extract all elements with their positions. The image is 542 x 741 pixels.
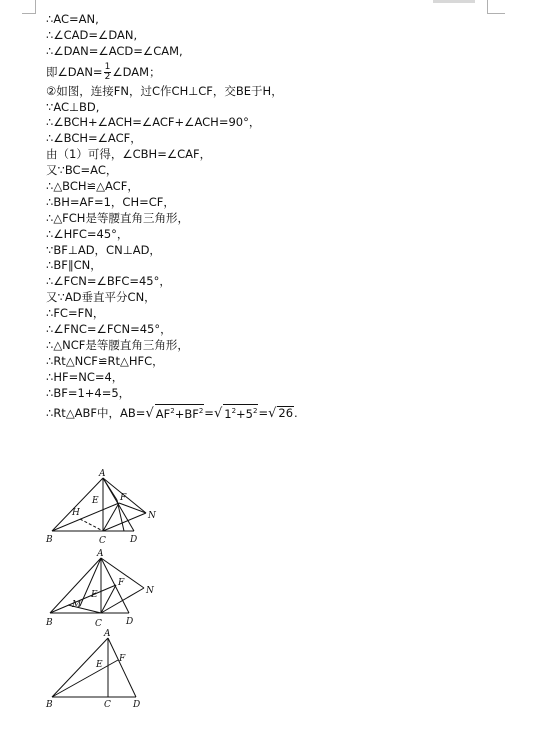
text-line: ∴∠FCN=∠BFC=45°， — [46, 274, 171, 289]
label-a: A — [97, 549, 104, 559]
figure-1 — [52, 478, 146, 531]
fraction-prefix: 即∠DAN= — [46, 64, 103, 79]
radicand-one: 1 — [224, 406, 232, 421]
radicand-bf: +BF — [174, 406, 199, 421]
sqrt-symbol: √ — [268, 406, 277, 422]
square-exponent: 2 — [170, 406, 175, 415]
sqrt-symbol: √ — [145, 406, 154, 422]
label-f: F — [119, 654, 126, 664]
label-b: B — [46, 618, 53, 628]
label-e: E — [92, 496, 99, 506]
label-n: N — [148, 511, 156, 521]
fraction-numerator: 1 — [104, 61, 111, 72]
text-line: ∴△FCH是等腰直角三角形， — [46, 210, 189, 225]
label-c: C — [95, 619, 102, 629]
equals: = — [258, 406, 269, 421]
label-a: A — [104, 629, 111, 639]
text-line: ∴FC=FN， — [46, 306, 105, 321]
radicand-five: +5 — [236, 406, 253, 421]
radicand-af: AF — [155, 406, 171, 421]
label-e: E — [96, 660, 103, 670]
segment-ch-dashed — [80, 519, 103, 531]
segment-bf — [52, 503, 119, 531]
text-line: ∴AC=AN, — [46, 12, 99, 26]
period: . — [294, 406, 298, 421]
label-a: A — [99, 469, 106, 479]
label-e: E — [91, 590, 98, 600]
text-line: ∴BF=1+4=5， — [46, 385, 131, 400]
text-line: ②如图，连接FN，过C作CH⊥CF，交BE于H， — [46, 83, 283, 98]
label-c: C — [99, 536, 106, 546]
text-line: ∴BH=AF=1，CH=CF， — [46, 194, 175, 209]
sqrt-symbol: √ — [213, 406, 223, 422]
text-line: ∴∠BCH=∠ACF， — [46, 131, 142, 146]
text-line: ∴∠CAD=∠DAN, — [46, 27, 138, 42]
text-line: ∵AC⊥BD, — [46, 99, 100, 114]
label-f: F — [120, 493, 127, 503]
text-line: ∴∠BCH+∠ACH=∠ACF+∠ACH=90°， — [46, 115, 261, 130]
text-line: ∴∠FNC=∠FCN=45°， — [46, 322, 172, 337]
square-exponent: 2 — [252, 406, 258, 415]
label-m: M — [72, 600, 82, 610]
radicand-3: 26 — [278, 406, 294, 421]
segment-ad — [108, 638, 136, 697]
text-line: ∴∠HFC=45°， — [46, 226, 129, 241]
label-d: D — [130, 535, 138, 545]
square-exponent: 2 — [198, 406, 204, 415]
fraction-suffix: ∠DAM； — [112, 64, 161, 79]
text-line: 又∵AD垂直平分CN， — [46, 290, 156, 305]
segment-cf — [103, 503, 119, 531]
figure-2 — [50, 558, 144, 613]
equals: = — [204, 406, 214, 421]
figure-3-labels — [45, 629, 140, 710]
text-line: ∴Rt△NCF≌Rt△HFC， — [46, 353, 164, 368]
text-line: ∴BF∥CN， — [46, 258, 102, 273]
text-line: ∴∠DAN=∠ACD=∠CAM, — [46, 43, 183, 58]
label-n: N — [146, 586, 154, 596]
text-line: ∵BF⊥AD，CN⊥AD， — [46, 242, 161, 257]
label-d: D — [126, 617, 134, 627]
text-line: ∴HF=NC=4， — [46, 369, 124, 384]
text-line: 由（1）可得，∠CBH=∠CAF， — [46, 147, 212, 162]
final-prefix: ∴Rt△ABF中，AB= — [46, 406, 146, 421]
figure-3 — [52, 638, 136, 697]
label-d: D — [133, 700, 141, 710]
label-h: H — [72, 508, 80, 518]
segment-ae — [103, 478, 117, 500]
label-b: B — [46, 535, 53, 545]
label-b: B — [46, 700, 53, 710]
fraction-denominator: 2 — [104, 71, 111, 82]
label-f: F — [118, 578, 125, 588]
text-line: ∴△BCH≌△ACF， — [46, 179, 139, 194]
text-line: 又∵BC=AC， — [46, 163, 118, 178]
square-exponent: 2 — [231, 406, 237, 415]
label-c: C — [104, 700, 111, 710]
text-line: ∴△NCF是等腰直角三角形， — [46, 337, 189, 352]
